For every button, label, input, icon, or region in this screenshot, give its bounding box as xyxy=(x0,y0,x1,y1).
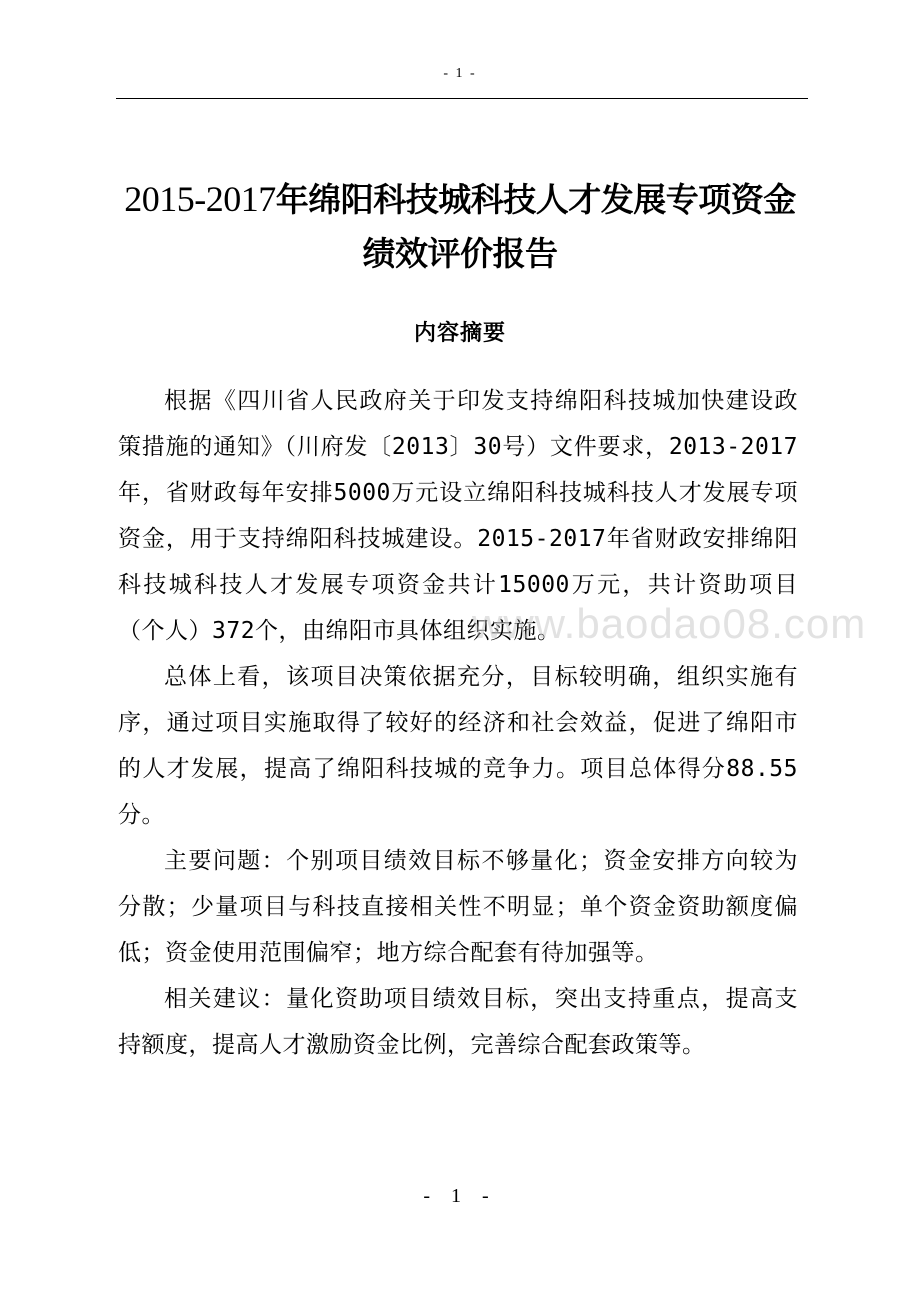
title-text: 年绵阳科技城科技人才发展专项资金绩效评价报告 xyxy=(275,180,796,273)
paragraph-basis: 根据《四川省人民政府关于印发支持绵阳科技城加快建设政策措施的通知》（川府发〔2013〕30号）文件要求，2013-2017年，省财政每年安排5000万元设立绵阳科技城科技人才发展专项资金，用于支持绵阳科技城建设。2015-2017年省财政安排绵阳科技城科技人才发展专项资金共计15000万元，共计资助项目（个人）372个，由绵阳市具体组织实施。 xyxy=(118,388,798,644)
document-title xyxy=(110,172,810,281)
watermark: www.baodao08.com xyxy=(472,600,867,647)
paragraph-overall: 总体上看，该项目决策依据充分，目标较明确，组织实施有序，通过项目实施取得了较好的经济和社会效益，促进了绵阳市的人才发展，提高了绵阳科技城的竞争力。项目总体得分88.55分。 xyxy=(118,664,798,828)
header-divider xyxy=(116,98,808,99)
abstract-body xyxy=(118,378,798,1068)
header-page-number: - 1 - xyxy=(443,66,477,81)
paragraph-suggestions: 相关建议：量化资助项目绩效目标，突出支持重点，提高支持额度，提高人才激励资金比例，完善综合配套政策等。 xyxy=(118,986,798,1058)
footer-page-number: - 1 - xyxy=(423,1185,497,1207)
paragraph-problems: 主要问题：个别项目绩效目标不够量化；资金安排方向较为分散；少量项目与科技直接相关性不明显；单个资金资助额度偏低；资金使用范围偏窄；地方综合配套有待加强等。 xyxy=(118,848,798,966)
title-years: 2015-2017 xyxy=(124,179,276,219)
abstract-heading: 内容摘要 xyxy=(413,321,506,346)
